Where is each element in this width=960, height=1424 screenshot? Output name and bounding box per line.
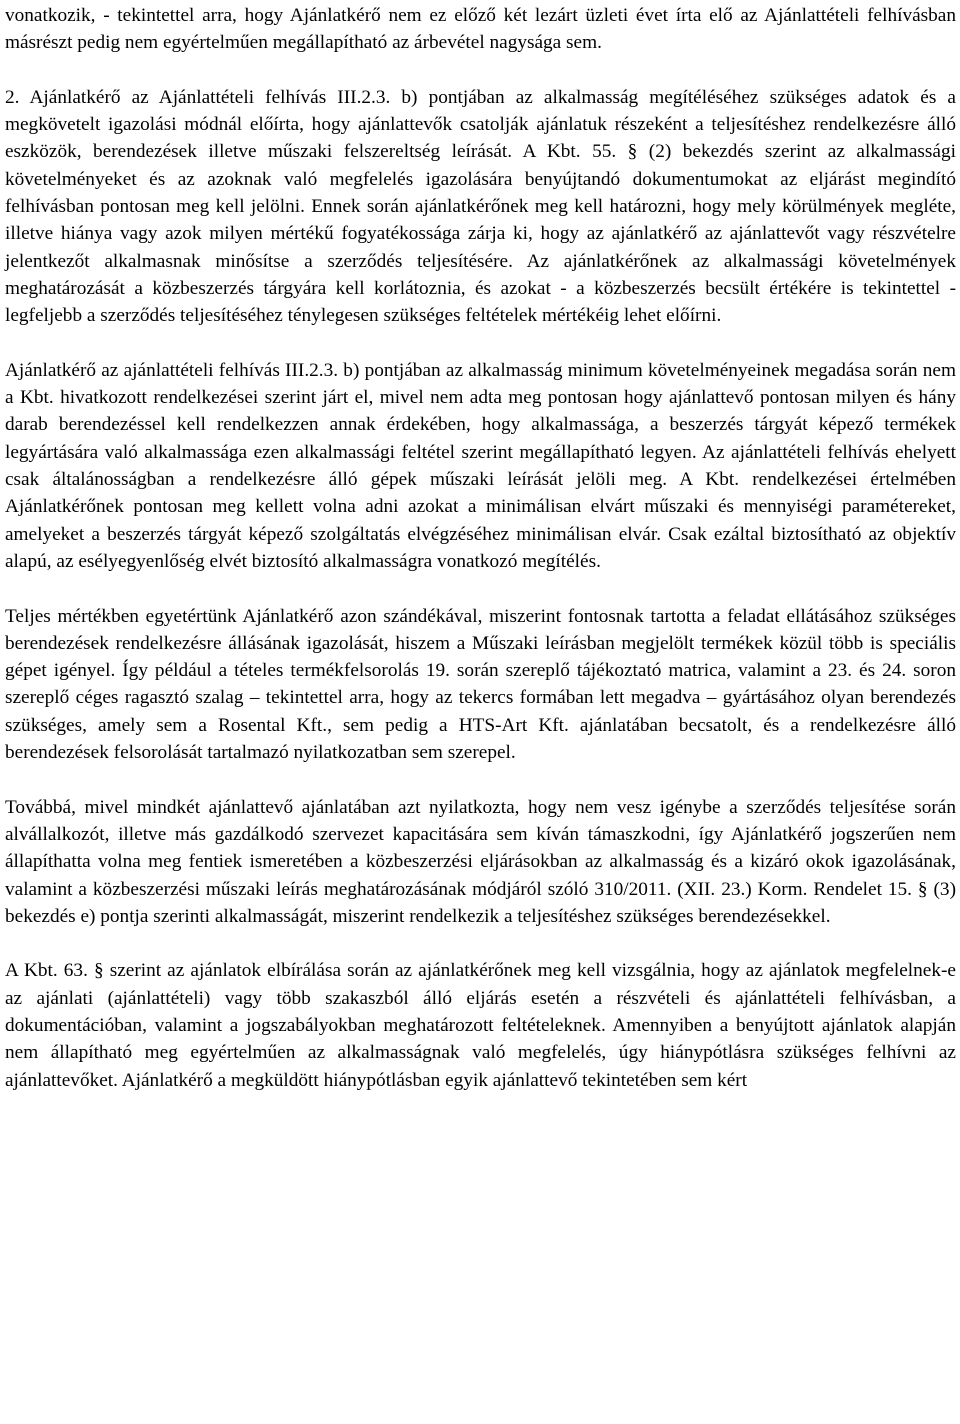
document-page bbox=[5, 2, 956, 1094]
paragraph-spacer bbox=[5, 330, 956, 357]
paragraph-equipment: Teljes mértékben egyetértünk Ajánlatkérő azon szándékával, miszerint fontosnak tartotta a feladat ellátásához szükséges berendezések rendelkezésre állásának igazolását, hiszem a Műszaki leírásban megjelölt termékek közül több is speciális gépet igényel. Így például a tételes termékfelsorolás 19. során szereplő tájékoztató matrica, valamint a 23. és 24. soron szereplő céges ragasztó szalag – tekintettel arra, hogy az tekercs formában lett megadva – gyártásához olyan berendezés szükséges, amely sem a Rosental Kft., sem pedig a HTS-Art Kft. ajánlatában becsatolt, és a rendelkezésre álló berendezések felsorolását tartalmazó nyilatkozatban sem szerepel. bbox=[5, 605, 956, 764]
paragraph-kbt-63: A Kbt. 63. § szerint az ajánlatok elbírálása során az ajánlatkérőnek meg kell vizsgálnia, hogy az ajánlatok megfelelnek-e az ajánlati (ajánlattételi) vagy több szakaszból álló eljárás esetén a részvételi és ajánlattételi felhívásban, a dokumentációban, valamint a jogszabályokban meghatározott feltételeknek. Amennyiben a benyújtott ajánlatok alapján nem állapítható meg egyértelműen az alkalmasságnak való megfelelés, úgy hiánypótlásra szükséges felhívni az ajánlattevőket. Ajánlatkérő a megküldött hiánypótlásban egyik ajánlattevő tekintetében sem kért bbox=[5, 960, 956, 1091]
paragraph-spacer bbox=[5, 57, 956, 84]
paragraph-minimum-requirements: Ajánlatkérő az ajánlattételi felhívás III.2.3. b) pontjában az alkalmasság minimum követelményeinek megadása során nem a Kbt. hivatkozott rendelkezései szerint járt el, mivel nem adta meg pontosan hogy ajánlattevő pontosan milyen és hány darab berendezéssel kell rendelkezzen annak érdekében, hogy alkalmassága, a beszerzés tárgyát képező termékek legyártására való alkalmassága ezen alkalmassági feltétel szerint megállapítható legyen. Az ajánlattételi felhívás ehelyett csak általánosságban a rendelkezésre álló gépek műszaki leírását jelöli meg. A Kbt. rendelkezései értelmében Ajánlatkérőnek pontosan meg kellett volna adni azokat a minimálisan elvárt műszaki és mennyiségi paramétereket, amelyeket a beszerzés tárgyát képező szolgáltatás elvégzéséhez minimálisan elvár. Csak ezáltal biztosítható az objektív alapú, az esélyegyenlőség elvét biztosító alkalmasságra vonatkozó megítélés. bbox=[5, 359, 956, 572]
paragraph-spacer bbox=[5, 766, 956, 793]
paragraph-spacer bbox=[5, 575, 956, 602]
paragraph-point-2: 2. Ajánlatkérő az Ajánlattételi felhívás III.2.3. b) pontjában az alkalmasság megítéléséhez szükséges adatok és a megkövetelt igazolási módnál előírta, hogy ajánlattevők csatolják ajánlatuk részeként a teljesítéshez rendelkezésre álló eszközök, berendezések illetve műszaki felszereltség leírását. A Kbt. 55. § (2) bekezdés szerint az alkalmassági követelményeket és az azoknak való megfelelés igazolására benyújtandó dokumentumokat az eljárást megindító felhívásban pontosan meg kell jelölni. Ennek során ajánlatkérőnek meg kell határozni, hogy mely körülmények megléte, illetve hiánya vagy azok milyen mértékű fogyatékossága zárja ki, hogy az ajánlatkérő az ajánlattevőt vagy részvételre jelentkezőt alkalmasnak minősítse a szerződés teljesítésére. Az ajánlatkérőnek az alkalmassági követelmények meghatározását a közbeszerzés tárgyára kell korlátoznia, és azokat - a közbeszerzés becsült értékére is tekintettel - legfeljebb a szerződés teljesítéséhez ténylegesen szükséges feltételek mértékéig lehet előírni. bbox=[5, 86, 956, 327]
paragraph-intro: vonatkozik, - tekintettel arra, hogy Ajánlatkérő nem ez előző két lezárt üzleti évet írta elő az Ajánlattételi felhívásban másrészt pedig nem egyértelműen megállapítható az árbevétel nagysága sem. bbox=[5, 5, 956, 54]
paragraph-subcontractor: Továbbá, mivel mindkét ajánlattevő ajánlatában azt nyilatkozta, hogy nem vesz igénybe a szerződés teljesítése során alvállalkozót, illetve más gazdálkodó szervezet kapacitására sem kíván támaszkodni, így Ajánlatkérő jogszerűen nem állapíthatta volna meg fentiek ismeretében a közbeszerzési eljárásokban az alkalmasság és a kizáró okok igazolásának, valamint a közbeszerzési műszaki leírás meghatározásának módjáról szóló 310/2011. (XII. 23.) Korm. Rendelet 15. § (3) bekezdés e) pontja szerinti alkalmasságát, miszerint rendelkezik a teljesítéshez szükséges berendezésekkel. bbox=[5, 796, 956, 927]
paragraph-spacer bbox=[5, 930, 956, 957]
